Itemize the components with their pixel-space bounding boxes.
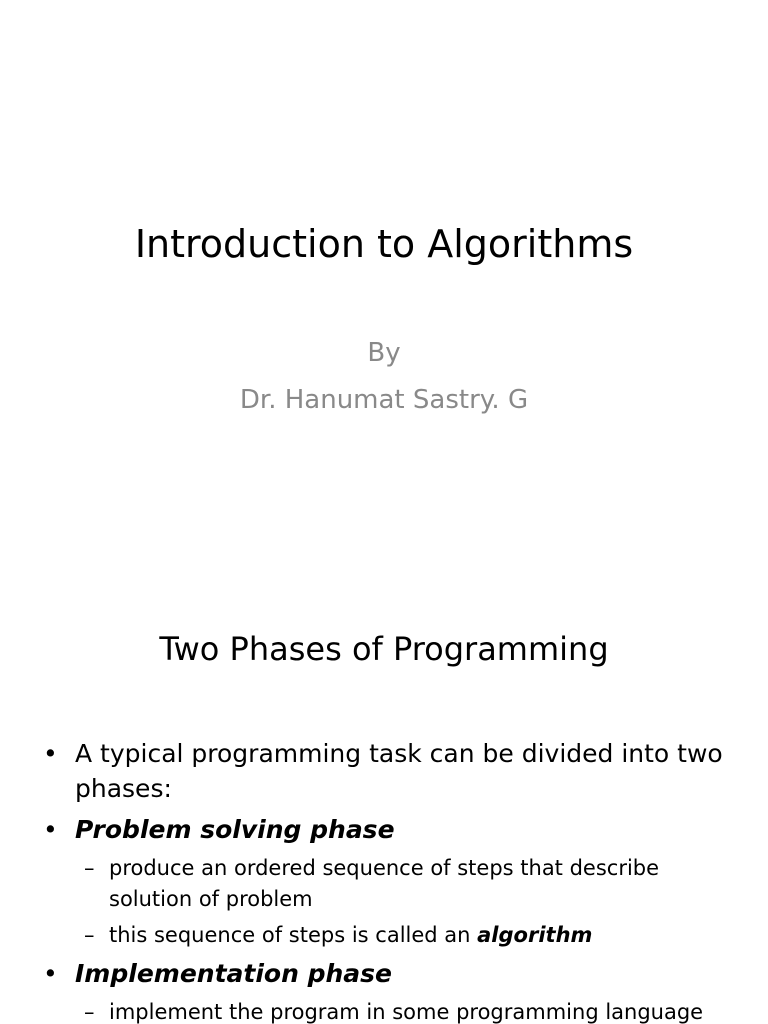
sub-bullet-text: produce an ordered sequence of steps that describe solution of problem — [109, 856, 660, 911]
slide-title: Introduction to Algorithms — [134, 222, 634, 266]
subtitle-by: By — [367, 338, 401, 368]
bullet-icon: • — [43, 815, 58, 844]
algorithm-emphasis: algorithm — [477, 923, 593, 947]
author-name: Dr. Hanumat Sastry. G — [239, 385, 529, 415]
bullet-text: Implementation phase — [75, 959, 392, 988]
bullet-item — [0, 956, 768, 991]
bullet-icon: • — [43, 739, 58, 768]
bullet-list — [0, 736, 768, 1024]
sub-bullet-text: this sequence of steps is called an — [109, 923, 478, 947]
dash-icon: – — [84, 856, 95, 880]
slide-title: Two Phases of Programming — [159, 630, 609, 668]
bullet-item — [0, 812, 768, 847]
bullet-text: A typical programming task can be divided into two phases: — [75, 739, 723, 803]
bullet-icon: • — [43, 959, 58, 988]
sub-bullet-item — [0, 920, 768, 951]
sub-bullet-text: implement the program in some programming language — [109, 1000, 704, 1024]
bullet-text: Problem solving phase — [75, 815, 395, 844]
sub-bullet-item — [0, 997, 768, 1024]
bullet-item — [0, 736, 768, 806]
dash-icon: – — [84, 1000, 95, 1024]
content-slide — [0, 576, 768, 1024]
dash-icon: – — [84, 923, 95, 947]
sub-bullet-item — [0, 853, 768, 915]
